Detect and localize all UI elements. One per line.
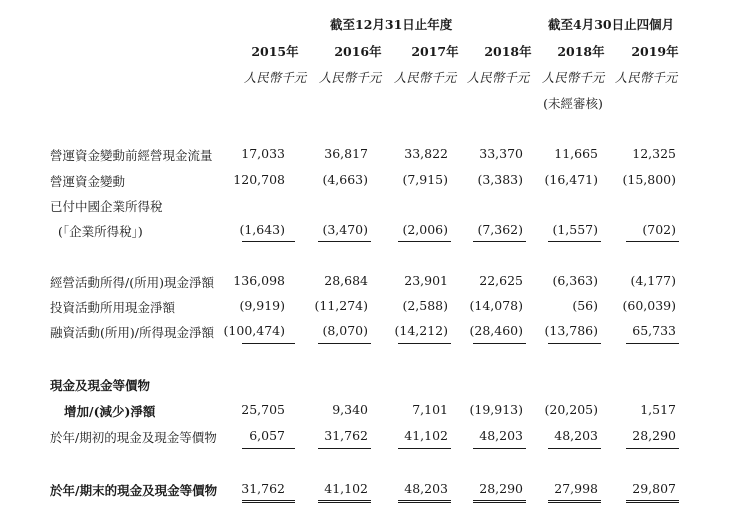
cell-2019-period: 28,290 <box>632 428 676 443</box>
row-label: 投資活動所用現金淨額 <box>50 300 176 315</box>
subtotal-rule <box>398 343 451 344</box>
cell-2017: (7,915) <box>402 172 448 187</box>
subtotal-rule <box>242 448 295 449</box>
cell-2015: (1,643) <box>239 222 285 237</box>
unit-2018: 人民幣千元 <box>466 70 530 85</box>
cell-2019-period: (15,800) <box>622 172 676 187</box>
row-label: 現金及現金等價物 <box>50 378 151 393</box>
subtotal-rule <box>626 241 679 242</box>
header-group-four-months: 截至4月30日止四個月 <box>548 17 675 32</box>
subtotal-rule <box>626 448 679 449</box>
cell-2017: 33,822 <box>404 146 448 161</box>
subtotal-rule <box>318 343 371 344</box>
cell-2017: (2,588) <box>402 298 448 313</box>
row-label: 已付中國企業所得稅 <box>50 199 163 214</box>
cell-2018: 48,203 <box>479 428 523 443</box>
row-label: 營運資金變動 <box>50 174 126 189</box>
subtotal-rule <box>398 241 451 242</box>
year-header-2019-period: 2019年 <box>631 44 679 59</box>
subtotal-rule <box>242 241 295 242</box>
subtotal-rule <box>398 448 451 449</box>
unit-2016: 人民幣千元 <box>318 70 382 85</box>
cell-2018: (7,362) <box>477 222 523 237</box>
cell-2018-period: (20,205) <box>544 402 598 417</box>
subtotal-rule <box>473 448 526 449</box>
cell-2017: (14,212) <box>394 323 448 338</box>
subtotal-rule <box>548 343 601 344</box>
subtotal-rule <box>626 343 679 344</box>
unit-2015: 人民幣千元 <box>243 70 307 85</box>
cell-2018: (3,383) <box>477 172 523 187</box>
row-label: (「企業所得稅」) <box>58 224 143 239</box>
cell-2018: (14,078) <box>469 298 523 313</box>
cell-2018: (28,460) <box>469 323 523 338</box>
cell-2019-period: (4,177) <box>630 273 676 288</box>
subtotal-rule <box>473 343 526 344</box>
cell-2018: 28,290 <box>479 481 523 496</box>
cell-2018: 33,370 <box>479 146 523 161</box>
total-double-rule <box>473 500 526 503</box>
cell-2015: 6,057 <box>249 428 285 443</box>
cell-2019-period: 1,517 <box>640 402 676 417</box>
cell-2017: 7,101 <box>412 402 448 417</box>
year-header-2017: 2017年 <box>411 44 459 59</box>
cell-2016: 28,684 <box>324 273 368 288</box>
cell-2018-period: (16,471) <box>544 172 598 187</box>
cell-2015: 25,705 <box>241 402 285 417</box>
unit-2017: 人民幣千元 <box>393 70 457 85</box>
year-header-2016: 2016年 <box>334 44 382 59</box>
cell-2018-period: 11,665 <box>554 146 598 161</box>
header-group-year-ended: 截至12月31日止年度 <box>330 17 453 32</box>
total-double-rule <box>548 500 601 503</box>
cell-2016: 41,102 <box>324 481 368 496</box>
cell-2015: 31,762 <box>241 481 285 496</box>
cell-2018-period: (1,557) <box>552 222 598 237</box>
unit-2018-period: 人民幣千元 <box>541 70 605 85</box>
cell-2018: 22,625 <box>479 273 523 288</box>
total-double-rule <box>318 500 371 503</box>
subtotal-rule <box>548 241 601 242</box>
row-label: 營運資金變動前經營現金流量 <box>50 148 213 163</box>
total-double-rule <box>242 500 295 503</box>
subtotal-rule <box>548 448 601 449</box>
subtotal-rule <box>473 241 526 242</box>
row-label: 於年/期末的現金及現金等價物 <box>50 483 218 498</box>
cell-2018-period: (6,363) <box>552 273 598 288</box>
cell-2016: (4,663) <box>322 172 368 187</box>
cell-2019-period: 29,807 <box>632 481 676 496</box>
cell-2018-period: (13,786) <box>544 323 598 338</box>
unit-2019-period: 人民幣千元 <box>614 70 678 85</box>
cell-2016: 9,340 <box>332 402 368 417</box>
cell-2019-period: (60,039) <box>622 298 676 313</box>
cell-2018-period: (56) <box>572 298 598 313</box>
cell-2018-period: 27,998 <box>554 481 598 496</box>
year-header-2015: 2015年 <box>251 44 299 59</box>
cell-2015: 120,708 <box>233 172 285 187</box>
cell-2016: (8,070) <box>322 323 368 338</box>
total-double-rule <box>398 500 451 503</box>
year-header-2018-period: 2018年 <box>557 44 605 59</box>
cell-2019-period: 65,733 <box>632 323 676 338</box>
row-label: 增加/(減少)淨額 <box>64 404 156 419</box>
subtotal-rule <box>318 448 371 449</box>
cell-2016: 36,817 <box>324 146 368 161</box>
total-double-rule <box>626 500 679 503</box>
cell-2018-period: 48,203 <box>554 428 598 443</box>
cell-2016: (3,470) <box>322 222 368 237</box>
row-label: 融資活動(所用)/所得現金淨額 <box>50 325 214 340</box>
year-header-2018: 2018年 <box>484 44 532 59</box>
row-label: 經營活動所得/(所用)現金淨額 <box>50 275 214 290</box>
cell-2015: (100,474) <box>223 323 285 338</box>
subtotal-rule <box>318 241 371 242</box>
cell-2019-period: 12,325 <box>632 146 676 161</box>
cell-2015: 136,098 <box>233 273 285 288</box>
cell-2017: 41,102 <box>404 428 448 443</box>
unaudited-note: (未經審核) <box>543 96 603 111</box>
subtotal-rule <box>242 343 295 344</box>
cell-2017: 48,203 <box>404 481 448 496</box>
cell-2019-period: (702) <box>642 222 676 237</box>
cell-2016: 31,762 <box>324 428 368 443</box>
row-label: 於年/期初的現金及現金等價物 <box>50 430 217 445</box>
cell-2018: (19,913) <box>469 402 523 417</box>
cell-2017: (2,006) <box>402 222 448 237</box>
cell-2015: 17,033 <box>241 146 285 161</box>
cell-2016: (11,274) <box>314 298 368 313</box>
cell-2017: 23,901 <box>404 273 448 288</box>
cell-2015: (9,919) <box>239 298 285 313</box>
